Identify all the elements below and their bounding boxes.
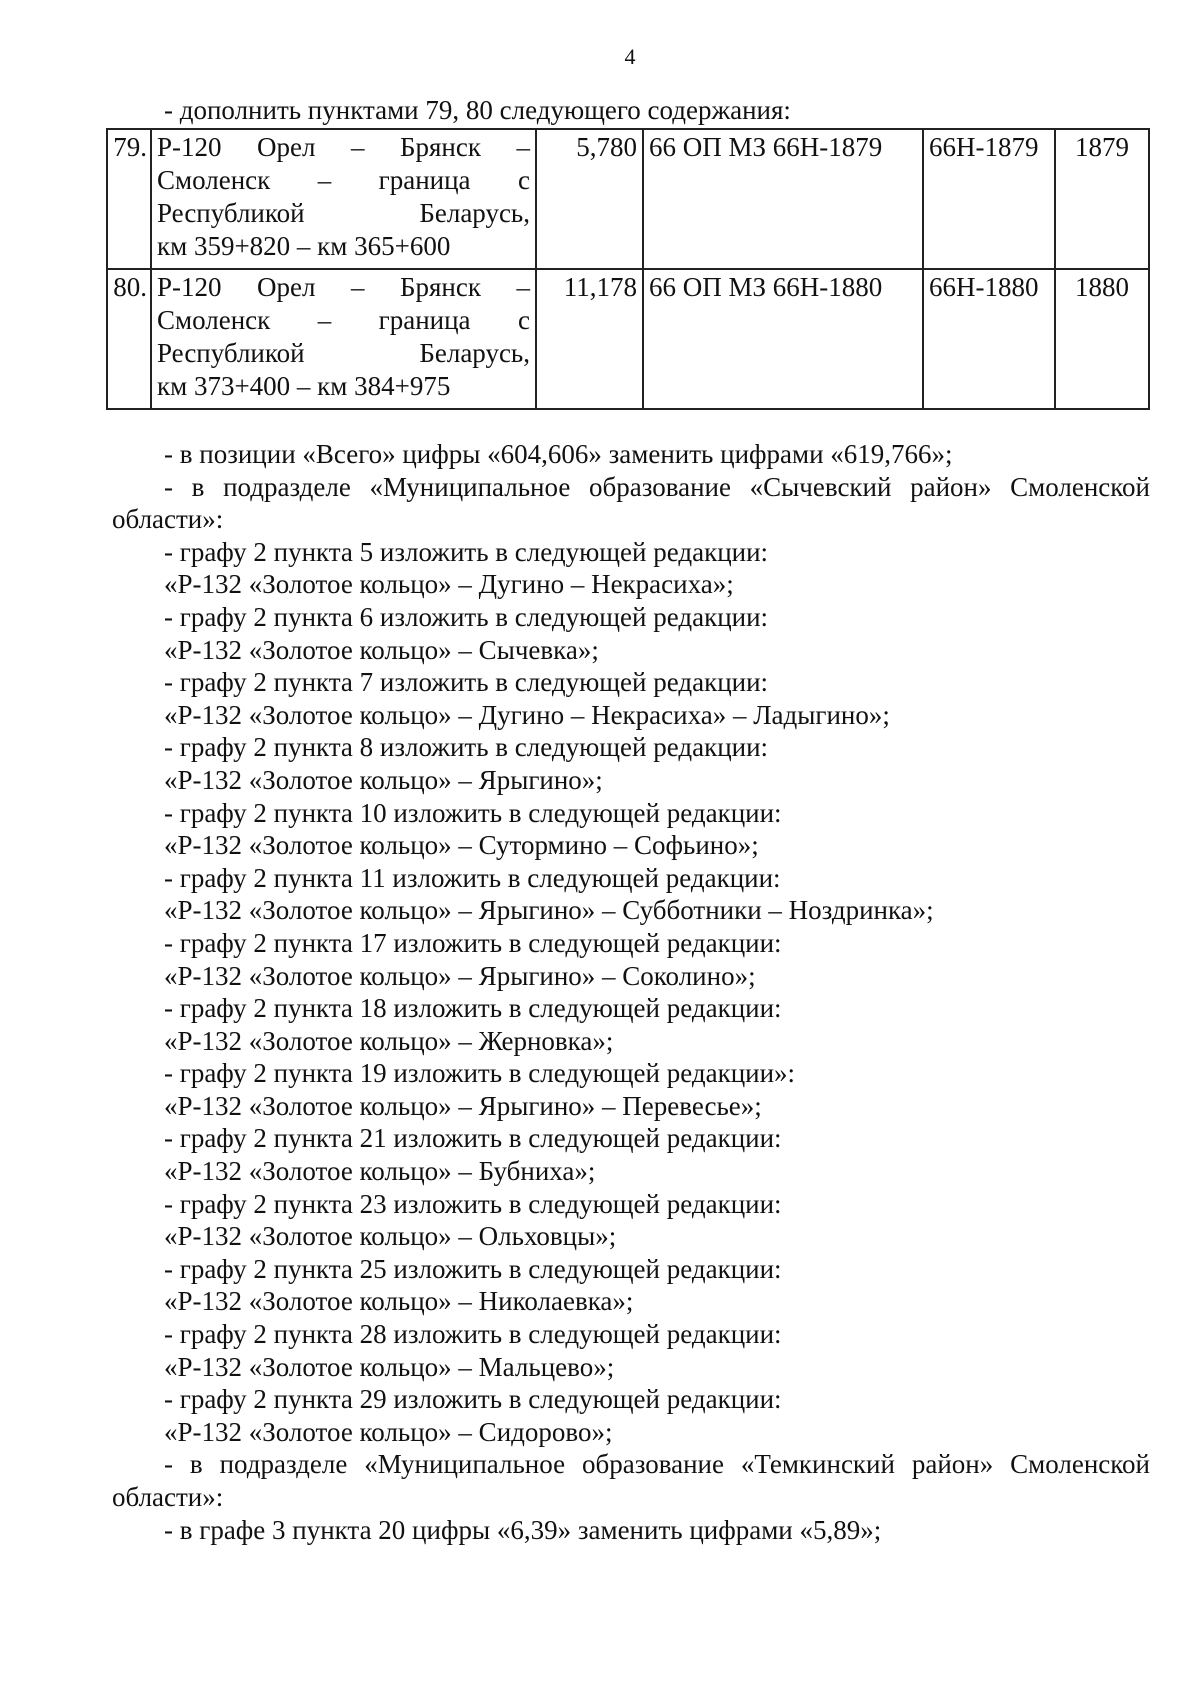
road-name-word: Р-120 <box>157 132 222 162</box>
paragraph: «Р-132 «Золотое кольцо» – Сутормино – Софьино»; <box>164 830 759 861</box>
road-name-word: Орел <box>257 132 316 162</box>
road-name-word: – <box>317 305 332 335</box>
road-name-word: с <box>518 165 530 195</box>
road-code: 66 ОП МЗ 66Н-1880 <box>643 269 923 409</box>
paragraph: «Р-132 «Золотое кольцо» – Сидорово»; <box>164 1416 613 1447</box>
page-number: 4 <box>624 44 636 69</box>
paragraph-word: «Сычевский <box>749 471 892 502</box>
road-name-word: Р-120 <box>157 272 222 302</box>
paragraph: «Р-132 «Золотое кольцо» – Ярыгино»; <box>164 764 603 795</box>
road-name-word: – <box>350 272 365 302</box>
paragraph: - в графе 3 пункта 20 цифры «6,39» заменить цифрами «5,89»; <box>164 1514 882 1545</box>
road-name <box>151 129 536 269</box>
paragraph: «Р-132 «Золотое кольцо» – Ярыгино» – Перевесье»; <box>164 1090 762 1121</box>
road-id: 66Н-1879 <box>923 129 1055 269</box>
road-name-word: Беларусь, <box>419 338 530 368</box>
paragraph: - графу 2 пункта 17 изложить в следующей редакции: <box>164 927 782 958</box>
paragraph: «Р-132 «Золотое кольцо» – Ольховцы»; <box>164 1221 617 1252</box>
road-short-number: 1879 <box>1055 129 1149 269</box>
road-name-word: Брянск <box>399 132 481 162</box>
paragraph-word: образование <box>581 1449 724 1480</box>
road-km-range: км 373+400 – км 384+975 <box>157 371 451 401</box>
road-short-number: 1880 <box>1055 269 1149 409</box>
paragraph: - графу 2 пункта 5 изложить в следующей редакции: <box>164 536 769 567</box>
paragraph: - графу 2 пункта 18 изложить в следующей редакции: <box>164 993 782 1024</box>
paragraph-word: образование <box>588 471 731 502</box>
road-km-range: км 359+820 – км 365+600 <box>157 231 451 261</box>
paragraph: области»: <box>112 504 224 535</box>
paragraph-word: в <box>191 471 205 502</box>
road-name-line <box>157 304 530 337</box>
road-name-line <box>157 271 530 304</box>
intro-line: - дополнить пунктами 79, 80 следующего содержания: <box>164 95 791 125</box>
road-name <box>151 269 536 409</box>
road-id: 66Н-1880 <box>923 269 1055 409</box>
paragraph: «Р-132 «Золотое кольцо» – Дугино – Некрасиха» – Ладыгино»; <box>164 699 890 730</box>
paragraph <box>112 471 1150 504</box>
paragraph: - в позиции «Всего» цифры «604,606» заменить цифрами «619,766»; <box>164 439 953 469</box>
road-name-word: Смоленск <box>157 165 271 195</box>
road-name-word: Смоленск <box>157 305 271 335</box>
paragraph-word: «Муниципальное <box>364 1449 566 1480</box>
road-name-word: – <box>516 272 530 302</box>
road-name-word: Орел <box>257 272 316 302</box>
paragraph: «Р-132 «Золотое кольцо» – Жерновка»; <box>164 1025 614 1056</box>
paragraph: - графу 2 пункта 21 изложить в следующей редакции: <box>164 1123 782 1154</box>
road-name-word: граница <box>378 305 471 335</box>
paragraph <box>112 1448 1150 1481</box>
road-length: 5,780 <box>536 129 643 269</box>
paragraph: «Р-132 «Золотое кольцо» – Ярыгино» – Субботники – Ноздринка»; <box>164 895 934 926</box>
paragraph-word: «Темкинский <box>740 1449 895 1480</box>
paragraph: - графу 2 пункта 6 изложить в следующей редакции: <box>164 601 769 632</box>
road-name-word: – <box>516 132 530 162</box>
paragraph: - графу 2 пункта 19 изложить в следующей редакции»: <box>164 1058 796 1089</box>
paragraph: - графу 2 пункта 7 изложить в следующей редакции: <box>164 667 769 698</box>
row-number: 80. <box>107 269 151 409</box>
paragraph-word: район» <box>911 1449 994 1480</box>
road-name-line <box>157 337 530 370</box>
table-row <box>107 269 1149 409</box>
row-number: 79. <box>107 129 151 269</box>
paragraph: «Р-132 «Золотое кольцо» – Дугино – Некрасиха»; <box>164 569 734 600</box>
paragraph: «Р-132 «Золотое кольцо» – Ярыгино» – Соколино»; <box>164 960 756 991</box>
paragraph: - графу 2 пункта 25 изложить в следующей редакции: <box>164 1253 782 1284</box>
paragraph-word: в <box>189 1449 203 1480</box>
paragraph: - графу 2 пункта 28 изложить в следующей редакции: <box>164 1319 782 1350</box>
document-body <box>112 438 1150 1546</box>
paragraph: - графу 2 пункта 10 изложить в следующей редакции: <box>164 797 782 828</box>
paragraph: - графу 2 пункта 8 изложить в следующей редакции: <box>164 732 769 763</box>
road-code: 66 ОП МЗ 66Н-1879 <box>643 129 923 269</box>
road-name-word: – <box>317 165 332 195</box>
paragraph-word: - <box>164 1449 173 1480</box>
road-name-line <box>157 164 530 197</box>
paragraph-word: подразделе <box>223 471 351 502</box>
road-name-word: – <box>350 132 365 162</box>
roads-table <box>106 128 1150 410</box>
table-row <box>107 129 1149 269</box>
paragraph: - графу 2 пункта 11 изложить в следующей редакции: <box>164 862 781 893</box>
road-name-word: Республикой <box>157 198 305 228</box>
road-name-line <box>157 131 530 164</box>
paragraph: - графу 2 пункта 29 изложить в следующей редакции: <box>164 1384 782 1415</box>
paragraph: «Р-132 «Золотое кольцо» – Мальцево»; <box>164 1351 615 1382</box>
paragraph-word: - <box>164 471 173 502</box>
road-name-line <box>157 197 530 230</box>
paragraph: области»: <box>112 1482 224 1512</box>
paragraph-word: «Муниципальное <box>369 471 571 502</box>
road-length: 11,178 <box>536 269 643 409</box>
paragraph-word: подразделе <box>219 1449 348 1480</box>
road-name-word: Республикой <box>157 338 305 368</box>
paragraph-word: Смоленской <box>1010 1449 1150 1480</box>
road-name-word: Брянск <box>399 272 481 302</box>
paragraph-word: район» <box>910 471 992 502</box>
road-name-word: Беларусь, <box>419 198 530 228</box>
paragraph-word: Смоленской <box>1010 471 1150 502</box>
road-name-word: граница <box>378 165 471 195</box>
paragraph: «Р-132 «Золотое кольцо» – Николаевка»; <box>164 1286 634 1317</box>
paragraph: - графу 2 пункта 23 изложить в следующей редакции: <box>164 1188 782 1219</box>
road-name-word: с <box>518 305 530 335</box>
paragraph: «Р-132 «Золотое кольцо» – Сычевка»; <box>164 634 599 665</box>
paragraph: «Р-132 «Золотое кольцо» – Бубниха»; <box>164 1156 596 1187</box>
